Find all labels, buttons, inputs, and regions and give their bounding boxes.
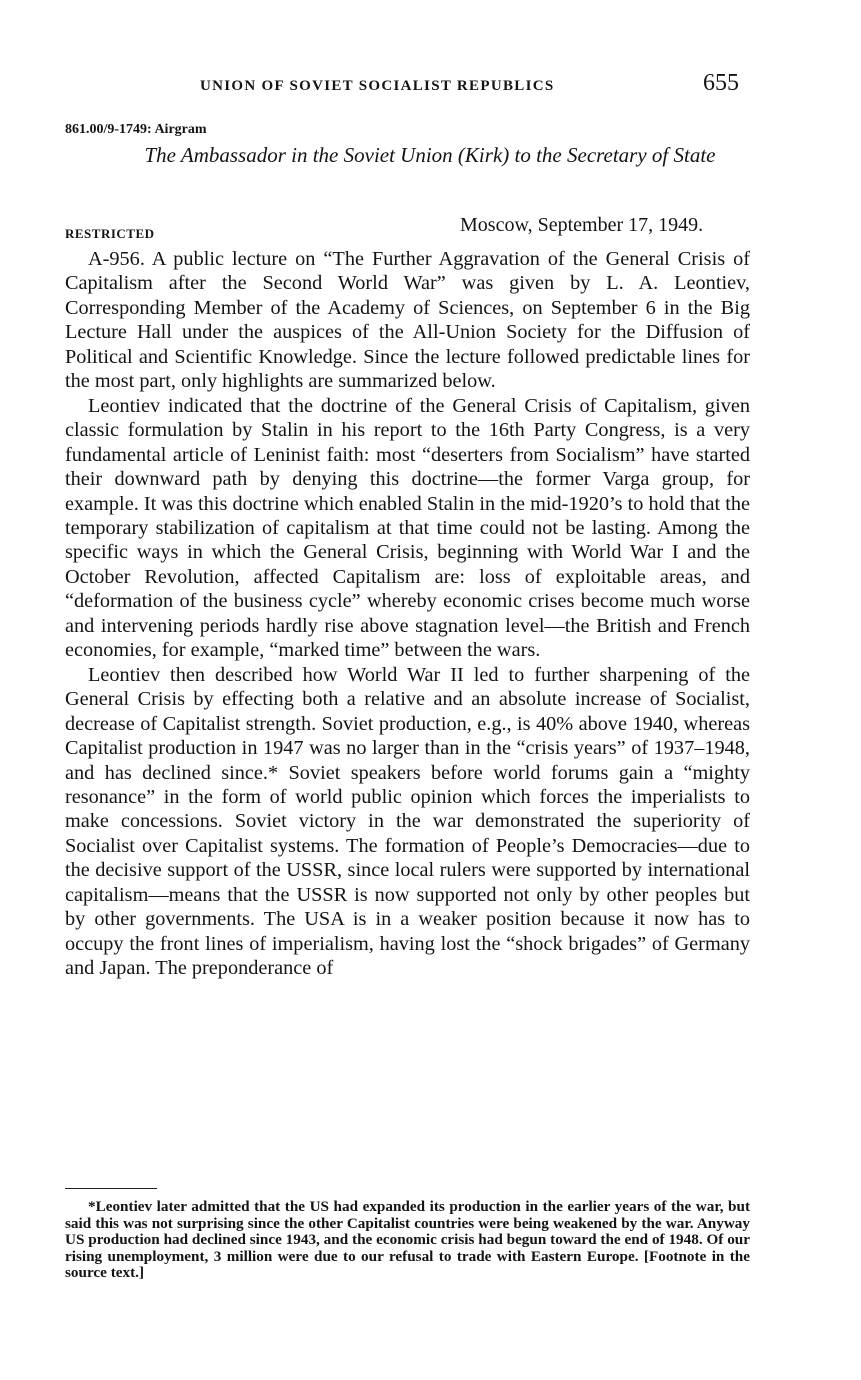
paragraph-2: Leontiev indicated that the doctrine of the General Crisis of Capitalism, given classic formulation by Stalin in his report to the 16th Party Congress, is a very fundamental article of Leninist faith: most “deserters from Socialism” have started their downward path by denying this doctrine—the former Varga group, for example. It was this doctrine which enabled Stalin in the mid-1920’s to hold that the temporary stabilization of capitalism at that time could not be lasting. Among the specific ways in which the General Crisis, beginning with World War I and the October Revolution, affected Capitalism are: loss of exploitable areas, and “deformation of the business cycle” whereby economic crises become much worse and intervening periods hardly rise above stagnation level—the British and French economies, for example, “marked time” between the wars. — [65, 394, 750, 662]
dateline: Moscow, September 17, 1949. — [460, 214, 704, 236]
page-number: 655 — [703, 70, 739, 96]
classification-label: RESTRICTED — [65, 226, 155, 241]
document-title: The Ambassador in the Soviet Union (Kirk) to the Secretary of State — [144, 143, 716, 167]
footnote: *Leontiev later admitted that the US had expanded its production in the earlier years of the war, but said this was not surprising since the other Capitalist countries were being weakened by the war. Anyway US production had declined since 1943, and the economic crisis had begun toward the end of 1948. Of our rising unemployment, 3 million were due to our refusal to trade with Eastern Europe. [Footnote in the source text.] — [65, 1198, 750, 1282]
paragraph-3: Leontiev then described how World War II led to further sharpening of the General Crisis by effecting both a relative and an absolute increase of Socialist, decrease of Capitalist strength. Soviet production, e.g., is 40% above 1940, whereas Capitalist production in 1947 was no larger than in the “crisis years” of 1937–1948, and has declined since.* Soviet speakers before world forums gain a “mighty resonance” in the form of world public opinion which forces the imperialists to make concessions. Soviet victory in the war demonstrated the superiority of Socialist over Capitalist systems. The formation of People’s Democracies—due to the decisive support of the USSR, since local rulers were supported by international capitalism—means that the USSR is now supported not only by other peoples but by other governments. The USA is in a weaker position because it now has to occupy the front lines of imperialism, having lost the “shock brigades” of Germany and Japan. The preponderance of — [65, 663, 750, 980]
page-header — [0, 70, 861, 100]
body-text — [65, 247, 750, 981]
footnote-divider — [65, 1188, 157, 1189]
file-number: 861.00/9-1749: Airgram — [65, 122, 207, 137]
paragraph-1: A-956. A public lecture on “The Further Aggravation of the General Crisis of Capitalism after the Second World War” was given by L. A. Leontiev, Corresponding Member of the Academy of Sciences, on September 6 in the Big Lecture Hall under the auspices of the All-Union Society for the Diffusion of Political and Scientific Knowledge. Since the lecture followed predictable lines for the most part, only highlights are summarized below. — [65, 248, 750, 393]
running-head: UNION OF SOVIET SOCIALIST REPUBLICS — [200, 78, 555, 94]
